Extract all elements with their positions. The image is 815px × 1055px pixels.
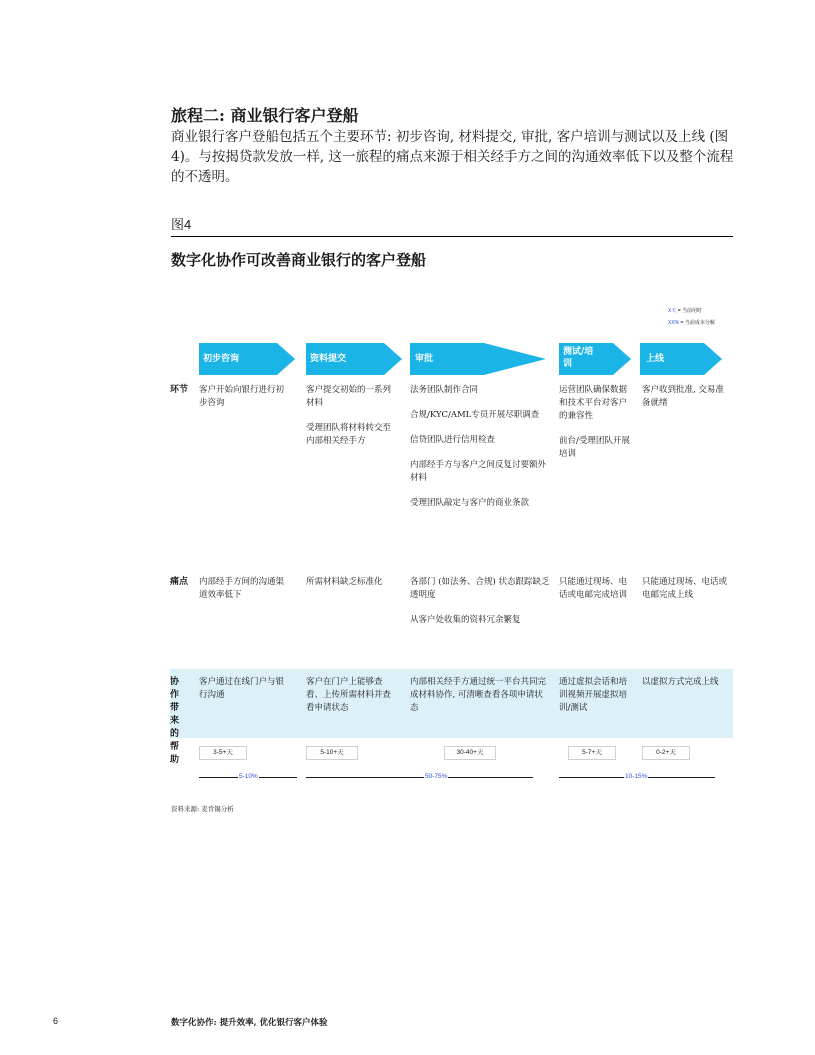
stage-5-header (640, 343, 722, 375)
row-label-help: 协作带来的帮助 (170, 677, 180, 765)
cost-pct-3: 10-15% (625, 773, 648, 780)
steps-cell-3 (410, 384, 550, 522)
step-item: 受理团队将材料转交至内部相关经手方 (306, 423, 392, 446)
stage-2-header (306, 343, 402, 375)
pain-cell-2 (306, 576, 398, 601)
pain-item: 各部门 (如法务、合规) 状态跟踪缺乏透明度 (410, 577, 550, 600)
pain-item: 内部经手方间的沟通渠道效率低下 (199, 577, 285, 600)
cost-pct-2: 50-75% (425, 773, 448, 780)
pain-cell-1 (199, 576, 291, 614)
step-item: 客户开始向银行进行初步咨询 (199, 385, 285, 408)
step-item: 前台/受理团队开展培训 (559, 436, 630, 459)
help-cell-1 (199, 676, 291, 714)
figure-divider (171, 236, 733, 237)
steps-cell-1 (199, 384, 291, 422)
step-item: 合规/KYC/AML专员开展尽职调查 (410, 410, 540, 420)
stage-4-header (559, 343, 631, 375)
cost-line-2 (306, 777, 533, 778)
steps-cell-2 (306, 384, 398, 460)
figure-title: 数字化协作可改善商业银行的客户登船 (171, 251, 427, 269)
stage-5-label: 上线 (646, 354, 665, 364)
figure-label: 图4 (171, 217, 192, 232)
stage-3-label: 审批 (415, 354, 434, 364)
days-box-2: 5-10+天 (306, 746, 358, 760)
step-item: 信贷团队进行信用检查 (410, 435, 496, 445)
stage-4-label: 测试/培训 (563, 347, 594, 369)
section-heading: 旅程二: 商业银行客户登船 (171, 106, 359, 125)
cost-pct-1: 5-10% (239, 773, 258, 780)
help-item: 内部相关经手方通过统一平台共同完成材料协作, 可清晰查看各项申请状态 (410, 677, 547, 713)
legend-pct-key: XX% (668, 320, 680, 326)
help-cell-3 (410, 676, 550, 727)
help-item: 通过虚拟会话和培训视频开展虚拟培训/测试 (559, 677, 628, 713)
days-box-5: 0-2+天 (642, 746, 690, 760)
step-item: 内部经手方与客户之间反复讨要额外材料 (410, 460, 547, 483)
pain-cell-4 (559, 576, 631, 614)
stage-2-label: 资料提交 (310, 354, 347, 364)
pain-item: 只能通过现场、电话或电邮完成培训 (559, 577, 628, 600)
pain-item: 只能通过现场、电话或电邮完成上线 (642, 577, 728, 600)
help-item: 客户通过在线门户与银行沟通 (199, 677, 285, 700)
pain-cell-3 (410, 576, 550, 639)
help-cell-5 (642, 676, 732, 701)
help-cell-4 (559, 676, 631, 727)
help-item: 以虚拟方式完成上线 (642, 677, 719, 687)
pain-item: 所需材料缺乏标准化 (306, 577, 383, 587)
source-note: 资料来源: 麦肯锡分析 (171, 805, 234, 813)
days-box-3: 30-40+天 (444, 746, 496, 760)
step-item: 客户提交初始的一系列材料 (306, 385, 392, 408)
stage-1-header (199, 343, 295, 375)
pain-item: 从客户处收集的资料冗余繁复 (410, 615, 521, 625)
step-item: 客户收到批准, 交易准备就绪 (642, 385, 724, 408)
row-label-pain: 痛点 (170, 577, 189, 587)
days-box-1: 3-5+天 (199, 746, 247, 760)
legend-days (668, 307, 702, 314)
page-number: 6 (53, 1016, 59, 1026)
legend-pct (668, 319, 715, 326)
pain-cell-5 (642, 576, 732, 614)
row-label-steps: 环节 (170, 385, 189, 395)
page-footer: 数字化协作: 提升效率, 优化银行客户体验 (171, 1018, 328, 1028)
steps-cell-5 (642, 384, 732, 422)
step-item: 运营团队确保数据和技术平台对客户的兼容性 (559, 385, 628, 421)
help-item: 客户在门户上能够查看、上传所需材料并查看申请状态 (306, 677, 392, 713)
step-item: 法务团队制作合同 (410, 385, 479, 395)
step-item: 受理团队敲定与客户的商业条款 (410, 498, 530, 508)
legend-days-key: X天 (668, 308, 677, 314)
help-cell-2 (306, 676, 398, 727)
stage-3-header (410, 343, 546, 375)
intro-paragraph: 商业银行客户登船包括五个主要环节: 初步咨询, 材料提交, 审批, 客户培训与测试以及上线 (图4)。与按揭贷款发放一样, 这一旅程的痛点来源于相关经手方之间的沟通效率低下以及整个流程的不透明。 (171, 129, 734, 185)
steps-cell-4 (559, 384, 631, 473)
legend-pct-text: = 当前成本分解 (680, 320, 715, 326)
stage-1-label: 初步咨询 (203, 354, 240, 364)
days-box-4: 5-7+天 (568, 746, 616, 760)
legend-days-text: = 当前用时 (677, 308, 703, 314)
